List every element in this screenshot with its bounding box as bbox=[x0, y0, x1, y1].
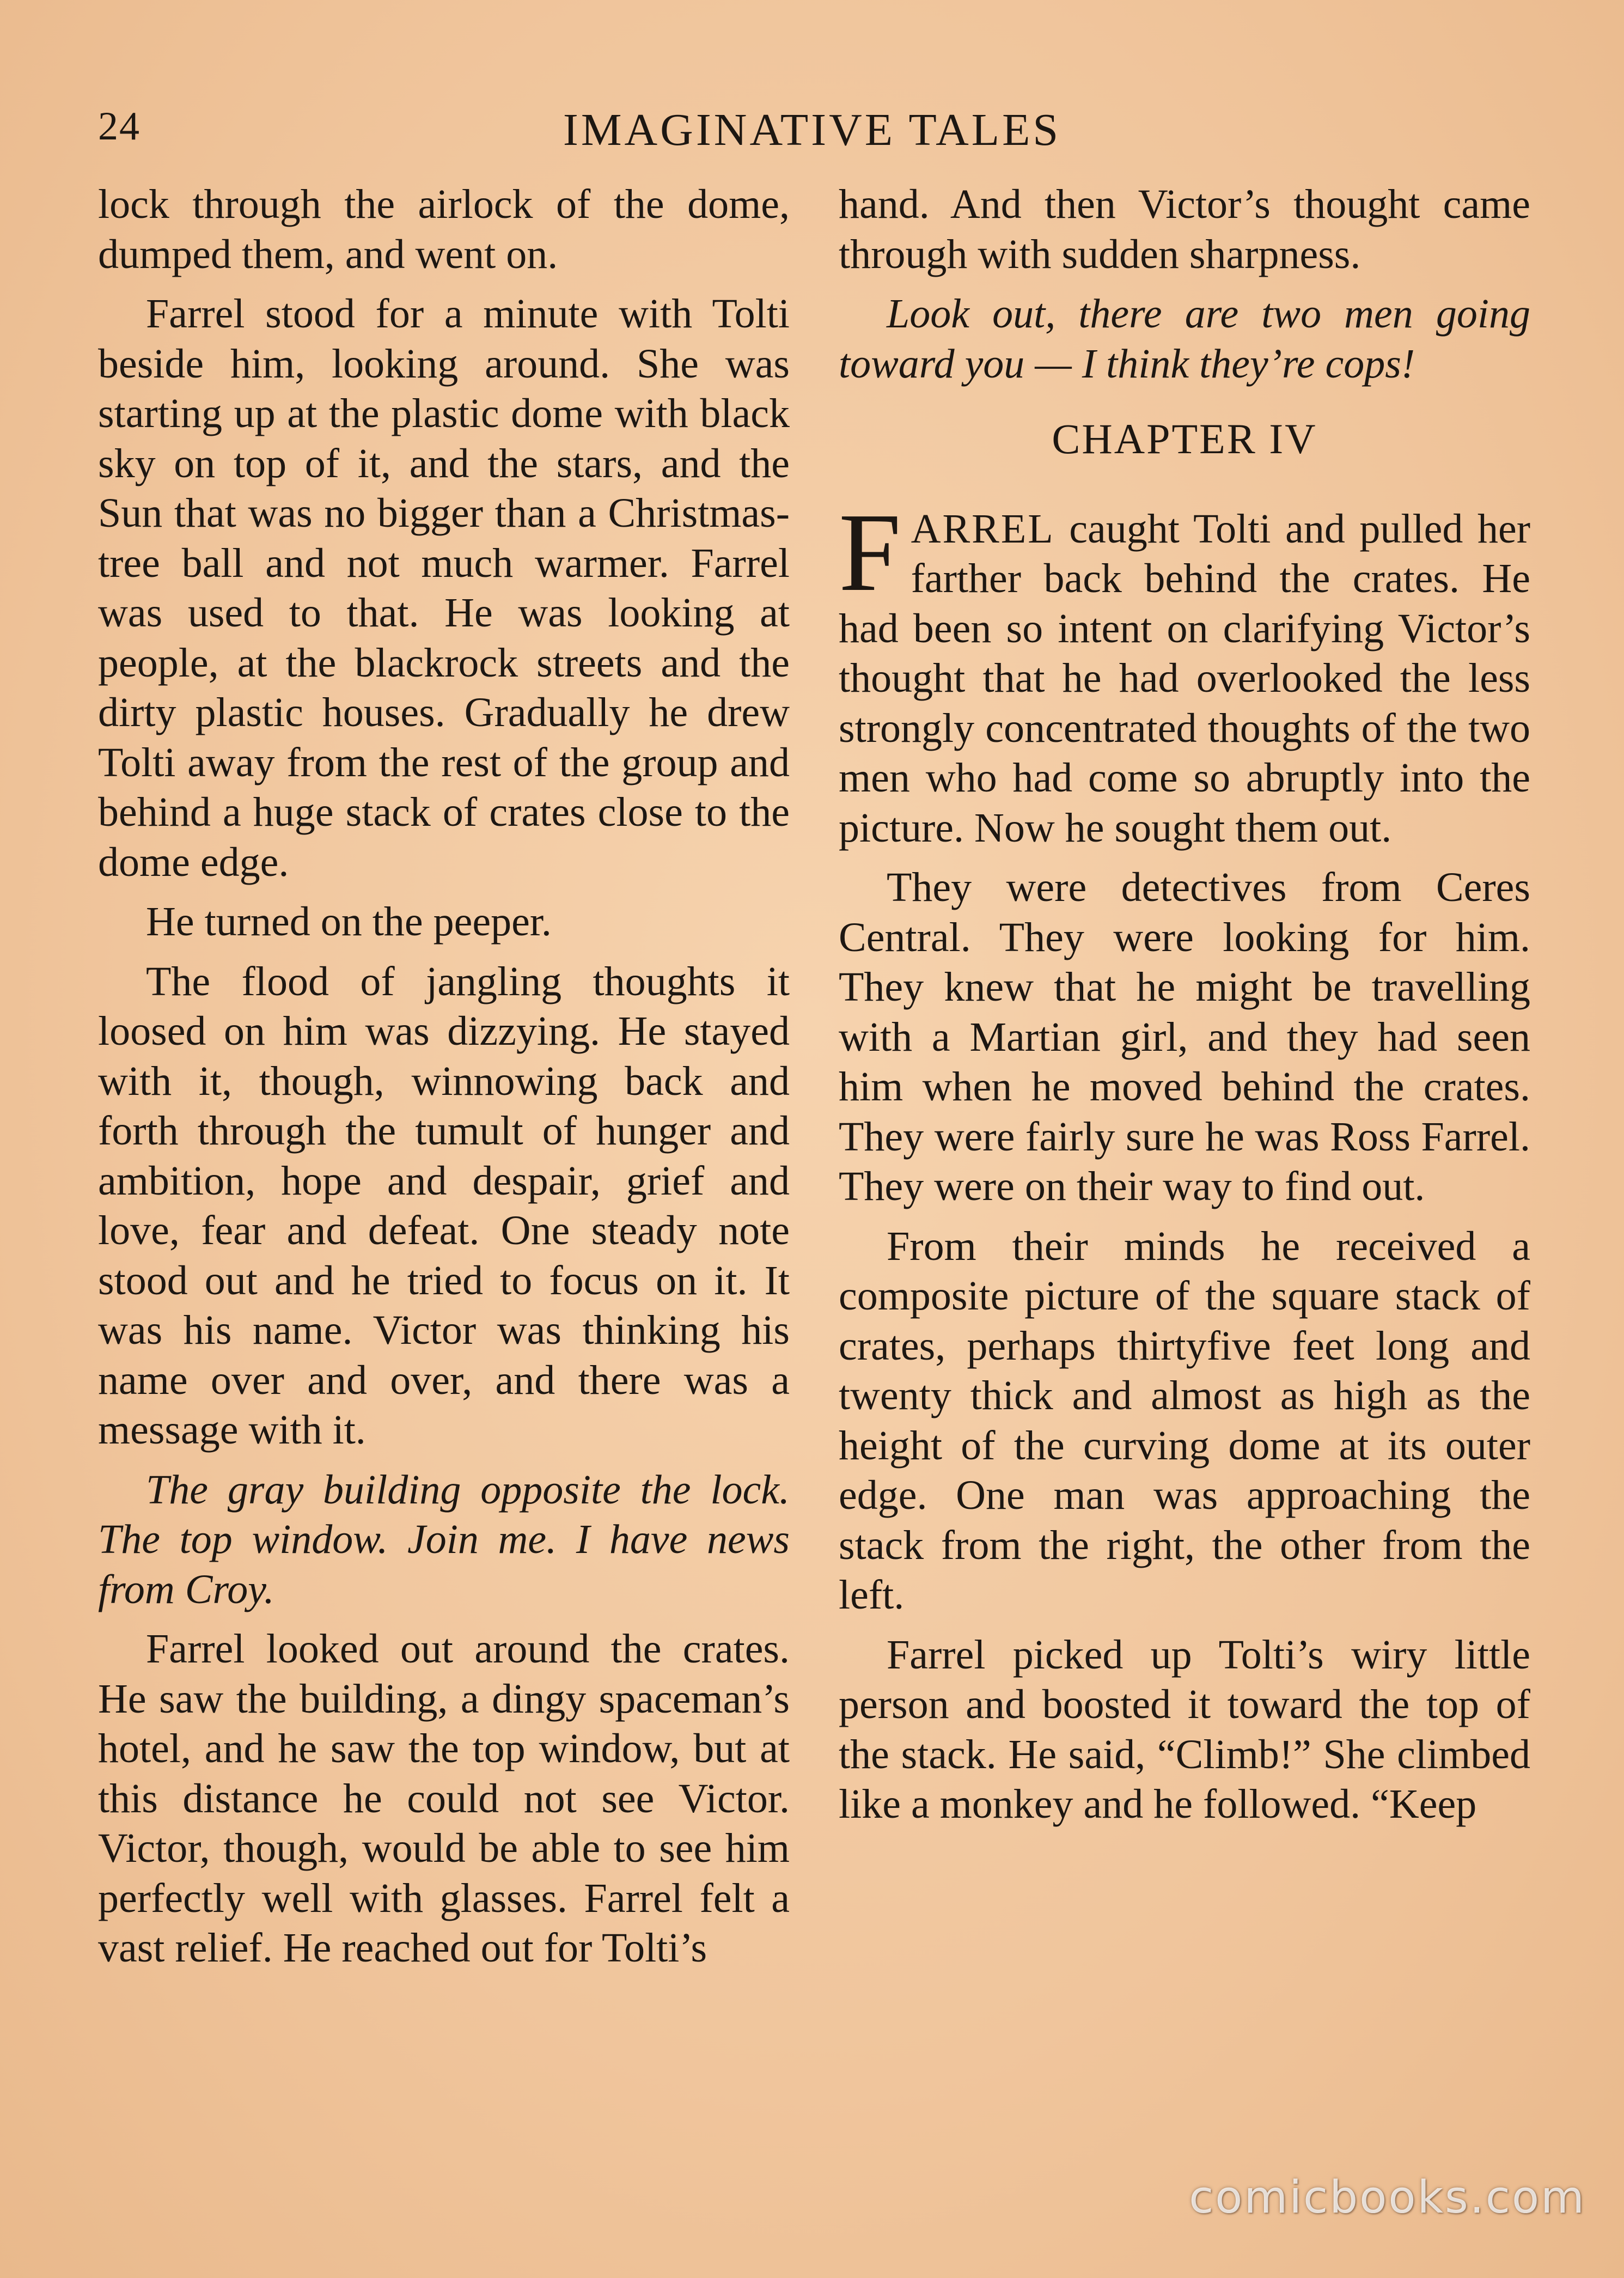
chapter-opening-paragraph bbox=[839, 489, 1530, 854]
paragraph: They were detectives from Ceres Central. They were looking for him. They knew that he might be travelling with a Martian girl, and they had seen him when he moved behind the crates. They were fairly sure he was Ross Farrel. They were on their way to find out. bbox=[839, 864, 1530, 1209]
chapter-heading: CHAPTER IV bbox=[1052, 415, 1317, 462]
small-caps-word: ARREL bbox=[911, 505, 1055, 552]
italic-thought-paragraph: The gray building opposite the lock. The top window. Join me. I have news from Croy. bbox=[98, 1466, 790, 1612]
paragraph: hand. And then Victor’s thought came through with sudden sharpness. bbox=[839, 181, 1530, 277]
page-number: 24 bbox=[98, 104, 141, 149]
paragraph: The flood of jangling thoughts it loosed on him was dizzying. He stayed with it, though, winnowing back and forth through the tumult of hunger and ambition, hope and despair, grief and love, fear and defeat. One steady note stood out and he tried to focus on it. It was his name. Victor was thinking his name over and over, and there was a message with it. bbox=[98, 958, 790, 1453]
drop-cap: F bbox=[839, 489, 901, 614]
paragraph: He turned on the peeper. bbox=[146, 899, 552, 945]
paragraph: Farrel looked out around the crates. He saw the building, a dingy spaceman’s hotel, and he saw the top window, but at this distance he could not see Victor. Victor, though, would be able to see him perfectly well with glasses. Farrel felt a vast relief. He reached out for Tolti’s bbox=[98, 1626, 790, 1971]
paragraph: From their minds he received a composite picture of the square stack of crates, perhaps thirtyfive feet long and twenty thick and almost as high as the height of the curving dome at its outer edge. One man was approaching the stack from the right, the other from the left. bbox=[839, 1223, 1530, 1618]
page-header bbox=[98, 103, 1526, 163]
paragraph-text: caught Tolti and pulled her farther back behind the crates. He had been so intent on clarifying Victor’s thought that he had overlooked the less strongly concentrated thoughts of the two men who had come so abruptly into the picture. Now he sought them out. bbox=[839, 505, 1530, 851]
running-title: IMAGINATIVE TALES bbox=[563, 105, 1061, 155]
paragraph: Farrel picked up Tolti’s wiry little person and boosted it toward the top of the stack. He said, “Climb!” She climbed like a monkey and he followed. “Keep bbox=[839, 1631, 1530, 1827]
paragraph: lock through the airlock of the dome, dumped them, and went on. bbox=[98, 181, 790, 277]
site-watermark: comicbooks.com bbox=[1189, 2172, 1586, 2224]
left-column bbox=[98, 180, 790, 1983]
right-column bbox=[839, 180, 1530, 1840]
paragraph: Farrel stood for a minute with Tolti beside him, looking around. She was starting up at the plastic dome with black sky on top of it, and the stars, and the Sun that was no bigger than a Christmas-tree ball and not much warmer. Farrel was used to that. He was looking at people, at the blackrock streets and the dirty plastic houses. Gradually he drew Tolti away from the rest of the group and behind a huge stack of crates close to the dome edge. bbox=[98, 291, 790, 885]
italic-thought-paragraph: Look out, there are two men going toward you — I think they’re cops! bbox=[839, 291, 1530, 387]
